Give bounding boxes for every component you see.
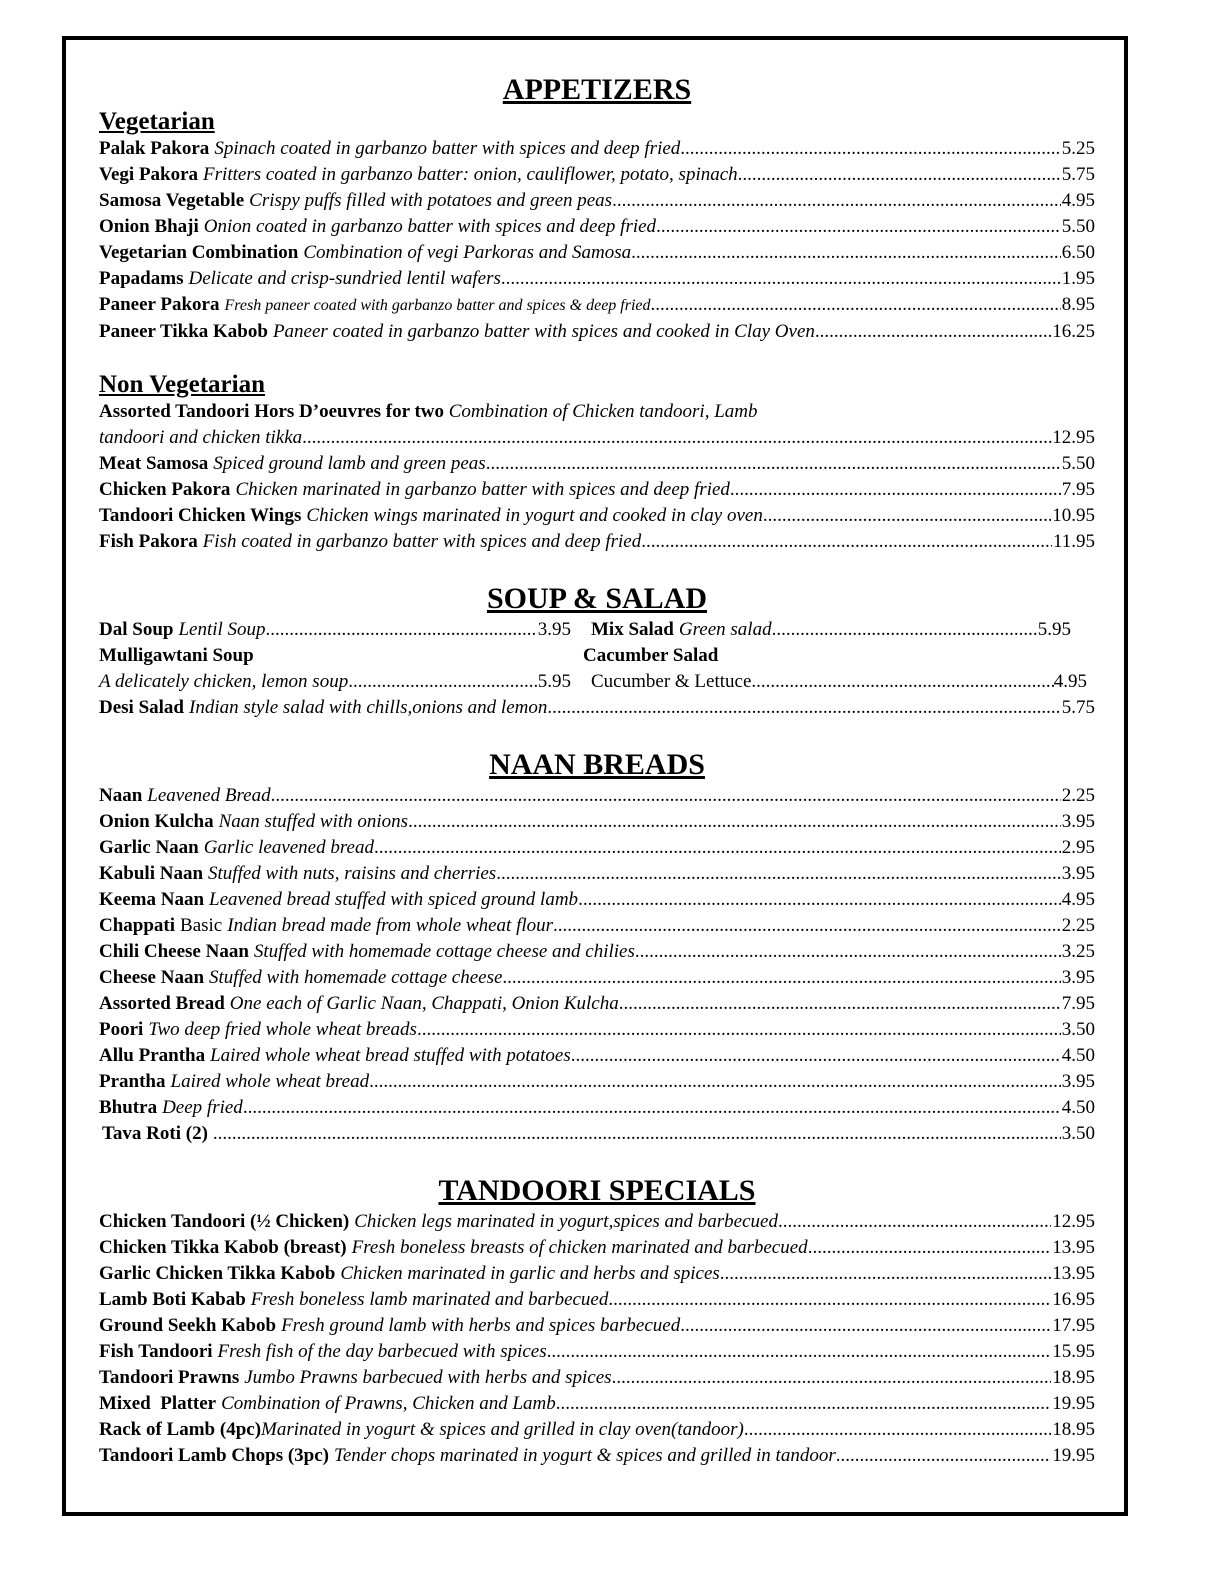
item-price: 7.95 bbox=[1061, 479, 1095, 500]
item-price: 18.95 bbox=[1052, 1419, 1095, 1440]
menu-item bbox=[99, 529, 1095, 555]
item-desc: Spinach coated in garbanzo batter with spices and deep fried bbox=[214, 138, 681, 159]
menu-item bbox=[99, 1069, 1095, 1095]
item-desc: Marinated in yogurt & spices and grilled in clay oven(tandoor) bbox=[261, 1419, 744, 1440]
soup-salad-title: SOUP & SALAD bbox=[486, 582, 708, 615]
menu-item bbox=[99, 451, 1095, 477]
item-desc: Stuffed with nuts, raisins and cherries bbox=[208, 863, 497, 884]
item-price: 2.95 bbox=[1061, 837, 1095, 858]
item-price: 3.50 bbox=[1061, 1019, 1095, 1040]
item-desc-2: Indian bread made from whole wheat flour bbox=[227, 915, 554, 936]
item-desc: Fish coated in garbanzo batter with spices and deep fried bbox=[202, 531, 642, 552]
item-desc: Green salad bbox=[678, 619, 772, 640]
soup-salad-grid bbox=[99, 617, 1095, 695]
item-name: Chicken Tandoori (½ Chicken) bbox=[99, 1211, 350, 1232]
menu-item bbox=[99, 1121, 1095, 1147]
menu-item bbox=[99, 136, 1095, 162]
menu-item bbox=[99, 809, 1095, 835]
menu-item bbox=[99, 965, 1095, 991]
menu-item bbox=[99, 913, 1095, 939]
item-name: Tava Roti (2) bbox=[102, 1123, 208, 1144]
menu-item-name bbox=[99, 643, 571, 669]
item-name: Paneer Pakora bbox=[99, 294, 220, 315]
item-name: Palak Pakora bbox=[99, 138, 210, 159]
menu-item bbox=[99, 1095, 1095, 1121]
item-price: 5.75 bbox=[1061, 164, 1095, 185]
item-desc: Fresh fish of the day barbecued with spices bbox=[217, 1341, 547, 1362]
menu-item bbox=[99, 319, 1095, 345]
item-name: Allu Prantha bbox=[99, 1045, 206, 1066]
menu-item bbox=[99, 292, 1095, 319]
item-price: 3.95 bbox=[537, 619, 571, 640]
item-desc: Paneer coated in garbanzo batter with spices and cooked in Clay Oven bbox=[272, 321, 815, 342]
item-desc: Spiced ground lamb and green peas bbox=[213, 453, 486, 474]
menu-item bbox=[99, 1017, 1095, 1043]
item-desc: Garlic leavened bread bbox=[203, 837, 374, 858]
item-desc: Fresh paneer coated with garbanzo batter and spices & deep fried bbox=[224, 297, 651, 314]
menu-item bbox=[99, 240, 1095, 266]
item-name: Tandoori Chicken Wings bbox=[99, 505, 302, 526]
item-name: Papadams bbox=[99, 268, 184, 289]
menu-page bbox=[99, 72, 1095, 1469]
item-name: Chicken Pakora bbox=[99, 479, 231, 500]
tandoori-title: TANDOORI SPECIALS bbox=[438, 1174, 756, 1207]
naan-title: NAAN BREADS bbox=[489, 748, 705, 781]
menu-item bbox=[99, 939, 1095, 965]
item-price: 16.25 bbox=[1052, 321, 1095, 342]
item-name: Tandoori Lamb Chops (3pc) bbox=[99, 1445, 329, 1466]
item-desc: Lentil Soup bbox=[178, 619, 266, 640]
item-price: 4.95 bbox=[1061, 190, 1095, 211]
item-price: 10.95 bbox=[1052, 505, 1095, 526]
item-desc: A delicately chicken, lemon soup bbox=[99, 671, 349, 692]
item-name: Poori bbox=[99, 1019, 144, 1040]
item-name: Garlic Chicken Tikka Kabob bbox=[99, 1263, 336, 1284]
item-desc: Chicken marinated in garlic and herbs and spices bbox=[340, 1263, 720, 1284]
menu-item bbox=[99, 783, 1095, 809]
item-price: 5.50 bbox=[1061, 216, 1095, 237]
item-name: Rack of Lamb (4pc) bbox=[99, 1419, 262, 1440]
menu-item bbox=[99, 1339, 1095, 1365]
menu-item bbox=[99, 1443, 1095, 1469]
item-price: 3.95 bbox=[1061, 811, 1095, 832]
item-price: 2.25 bbox=[1061, 785, 1095, 806]
item-price: 16.95 bbox=[1052, 1289, 1095, 1310]
item-desc: Cucumber & Lettuce bbox=[591, 671, 752, 692]
item-desc: tandoori and chicken tikka bbox=[99, 427, 303, 448]
item-name: Meat Samosa bbox=[99, 453, 209, 474]
item-price: 4.95 bbox=[1053, 671, 1087, 692]
menu-item-continuation bbox=[99, 669, 571, 695]
menu-item bbox=[99, 1209, 1095, 1235]
item-desc: Crispy puffs filled with potatoes and green peas bbox=[249, 190, 613, 211]
menu-item bbox=[99, 1287, 1095, 1313]
item-name: Kabuli Naan bbox=[99, 863, 204, 884]
item-name: Cheese Naan bbox=[99, 967, 205, 988]
menu-item bbox=[99, 1391, 1095, 1417]
item-desc: Laired whole wheat bread bbox=[170, 1071, 370, 1092]
item-name: Mulligawtani Soup bbox=[99, 645, 254, 666]
item-price: 6.50 bbox=[1061, 242, 1095, 263]
item-price: 7.95 bbox=[1061, 993, 1095, 1014]
item-desc: Stuffed with homemade cottage cheese and chilies bbox=[253, 941, 635, 962]
item-desc: Fresh boneless lamb marinated and barbecued bbox=[250, 1289, 609, 1310]
menu-item bbox=[99, 399, 1095, 425]
tandoori-list bbox=[99, 1209, 1095, 1469]
menu-item bbox=[99, 1313, 1095, 1339]
item-name: Onion Bhaji bbox=[99, 216, 199, 237]
item-desc: Combination of Prawns, Chicken and Lamb bbox=[221, 1393, 556, 1414]
item-price: 8.95 bbox=[1061, 294, 1095, 315]
item-price: 11.95 bbox=[1052, 531, 1095, 552]
item-desc: Leavened Bread bbox=[147, 785, 271, 806]
appetizers-title: APPETIZERS bbox=[502, 73, 692, 106]
item-price: 19.95 bbox=[1052, 1393, 1095, 1414]
item-name: Keema Naan bbox=[99, 889, 205, 910]
item-name: Paneer Tikka Kabob bbox=[99, 321, 268, 342]
menu-item bbox=[99, 887, 1095, 913]
item-desc: Deep fried bbox=[162, 1097, 243, 1118]
item-desc: Delicate and crisp-sundried lentil wafers bbox=[188, 268, 501, 289]
non-vegetarian-heading: Non Vegetarian bbox=[99, 371, 265, 398]
item-name: Prantha bbox=[99, 1071, 166, 1092]
menu-item bbox=[99, 835, 1095, 861]
menu-item bbox=[99, 695, 1095, 721]
item-name: Vegi Pakora bbox=[99, 164, 199, 185]
menu-item bbox=[99, 861, 1095, 887]
menu-item bbox=[99, 477, 1095, 503]
item-desc: Jumbo Prawns barbecued with herbs and spices bbox=[244, 1367, 612, 1388]
item-desc: Fresh ground lamb with herbs and spices barbecued bbox=[281, 1315, 681, 1336]
item-price: 15.95 bbox=[1052, 1341, 1095, 1362]
item-name: Dal Soup bbox=[99, 619, 174, 640]
menu-item-continuation bbox=[99, 425, 1095, 451]
naan-list bbox=[99, 783, 1095, 1147]
item-price: 3.95 bbox=[1061, 967, 1095, 988]
item-name: Chili Cheese Naan bbox=[99, 941, 249, 962]
item-name: Cacumber Salad bbox=[583, 645, 719, 666]
item-desc: Basic bbox=[180, 915, 223, 936]
item-price: 2.25 bbox=[1061, 915, 1095, 936]
item-price: 17.95 bbox=[1052, 1315, 1095, 1336]
item-desc: Combination of Chicken tandoori, Lamb bbox=[448, 401, 758, 422]
item-desc: Indian style salad with chills,onions and lemon bbox=[189, 697, 548, 718]
item-price: 3.25 bbox=[1061, 941, 1095, 962]
item-name: Samosa Vegetable bbox=[99, 190, 245, 211]
item-name: Tandoori Prawns bbox=[99, 1367, 240, 1388]
item-name: Mix Salad bbox=[591, 619, 674, 640]
menu-item bbox=[99, 1043, 1095, 1069]
item-price: 3.95 bbox=[1061, 1071, 1095, 1092]
menu-item-name bbox=[583, 643, 1087, 669]
non-vegetarian-list bbox=[99, 399, 1095, 555]
menu-item bbox=[99, 1417, 1095, 1443]
menu-item bbox=[591, 617, 1071, 643]
menu-item bbox=[99, 617, 571, 643]
item-name: Garlic Naan bbox=[99, 837, 199, 858]
item-name: Bhutra bbox=[99, 1097, 158, 1118]
item-name: Vegetarian Combination bbox=[99, 242, 299, 263]
item-name: Fish Pakora bbox=[99, 531, 198, 552]
item-desc: Naan stuffed with onions bbox=[218, 811, 409, 832]
item-desc: One each of Garlic Naan, Chappati, Onion Kulcha bbox=[229, 993, 619, 1014]
item-price: 5.50 bbox=[1061, 453, 1095, 474]
vegetarian-heading: Vegetarian bbox=[99, 108, 215, 135]
item-desc: Leavened bread stuffed with spiced ground lamb bbox=[209, 889, 579, 910]
item-price: 18.95 bbox=[1052, 1367, 1095, 1388]
item-price: 1.95 bbox=[1061, 268, 1095, 289]
item-price: 12.95 bbox=[1052, 427, 1095, 448]
item-price: 5.75 bbox=[1061, 697, 1095, 718]
item-price: 5.95 bbox=[537, 671, 571, 692]
item-desc: Fresh boneless breasts of chicken marinated and barbecued bbox=[351, 1237, 808, 1258]
item-name: Onion Kulcha bbox=[99, 811, 214, 832]
item-desc: Stuffed with homemade cottage cheese bbox=[209, 967, 503, 988]
menu-item bbox=[99, 1365, 1095, 1391]
item-price: 4.95 bbox=[1061, 889, 1095, 910]
item-price: 4.50 bbox=[1061, 1097, 1095, 1118]
item-name: Chicken Tikka Kabob (breast) bbox=[99, 1237, 347, 1258]
item-desc: Combination of vegi Parkoras and Samosa bbox=[303, 242, 632, 263]
item-name: Desi Salad bbox=[99, 697, 184, 718]
item-price: 3.50 bbox=[1061, 1123, 1095, 1144]
item-desc: Chicken marinated in garbanzo batter with spices and deep fried bbox=[235, 479, 730, 500]
item-price: 3.95 bbox=[1061, 863, 1095, 884]
item-name: Chappati bbox=[99, 915, 176, 936]
item-price: 5.95 bbox=[1037, 619, 1071, 640]
item-name: Assorted Tandoori Hors D’oeuvres for two bbox=[99, 401, 444, 422]
menu-item bbox=[99, 991, 1095, 1017]
menu-item bbox=[99, 214, 1095, 240]
item-desc: Chicken legs marinated in yogurt,spices and barbecued bbox=[354, 1211, 778, 1232]
item-desc: Chicken wings marinated in yogurt and cooked in clay oven bbox=[306, 505, 763, 526]
item-desc: Fritters coated in garbanzo batter: onion, cauliflower, potato, spinach bbox=[203, 164, 738, 185]
item-price: 4.50 bbox=[1061, 1045, 1095, 1066]
menu-item-continuation bbox=[591, 669, 1087, 695]
menu-item bbox=[99, 188, 1095, 214]
item-price: 13.95 bbox=[1052, 1237, 1095, 1258]
item-desc: Onion coated in garbanzo batter with spices and deep fried bbox=[203, 216, 657, 237]
menu-item bbox=[99, 162, 1095, 188]
item-name: Lamb Boti Kabab bbox=[99, 1289, 246, 1310]
item-desc: Laired whole wheat bread stuffed with potatoes bbox=[210, 1045, 571, 1066]
item-desc: Tender chops marinated in yogurt & spices and grilled in tandoor bbox=[334, 1445, 836, 1466]
item-price: 19.95 bbox=[1052, 1445, 1095, 1466]
item-name: Mixed Platter bbox=[99, 1393, 217, 1414]
item-name: Naan bbox=[99, 785, 143, 806]
item-name: Assorted Bread bbox=[99, 993, 225, 1014]
menu-item bbox=[99, 1235, 1095, 1261]
item-desc: Two deep fried whole wheat breads bbox=[148, 1019, 417, 1040]
vegetarian-list bbox=[99, 136, 1095, 345]
menu-item bbox=[99, 1261, 1095, 1287]
menu-item bbox=[99, 266, 1095, 292]
item-price: 5.25 bbox=[1061, 138, 1095, 159]
menu-item bbox=[99, 503, 1095, 529]
item-price: 12.95 bbox=[1052, 1211, 1095, 1232]
item-price: 13.95 bbox=[1052, 1263, 1095, 1284]
item-name: Fish Tandoori bbox=[99, 1341, 213, 1362]
item-name: Ground Seekh Kabob bbox=[99, 1315, 277, 1336]
